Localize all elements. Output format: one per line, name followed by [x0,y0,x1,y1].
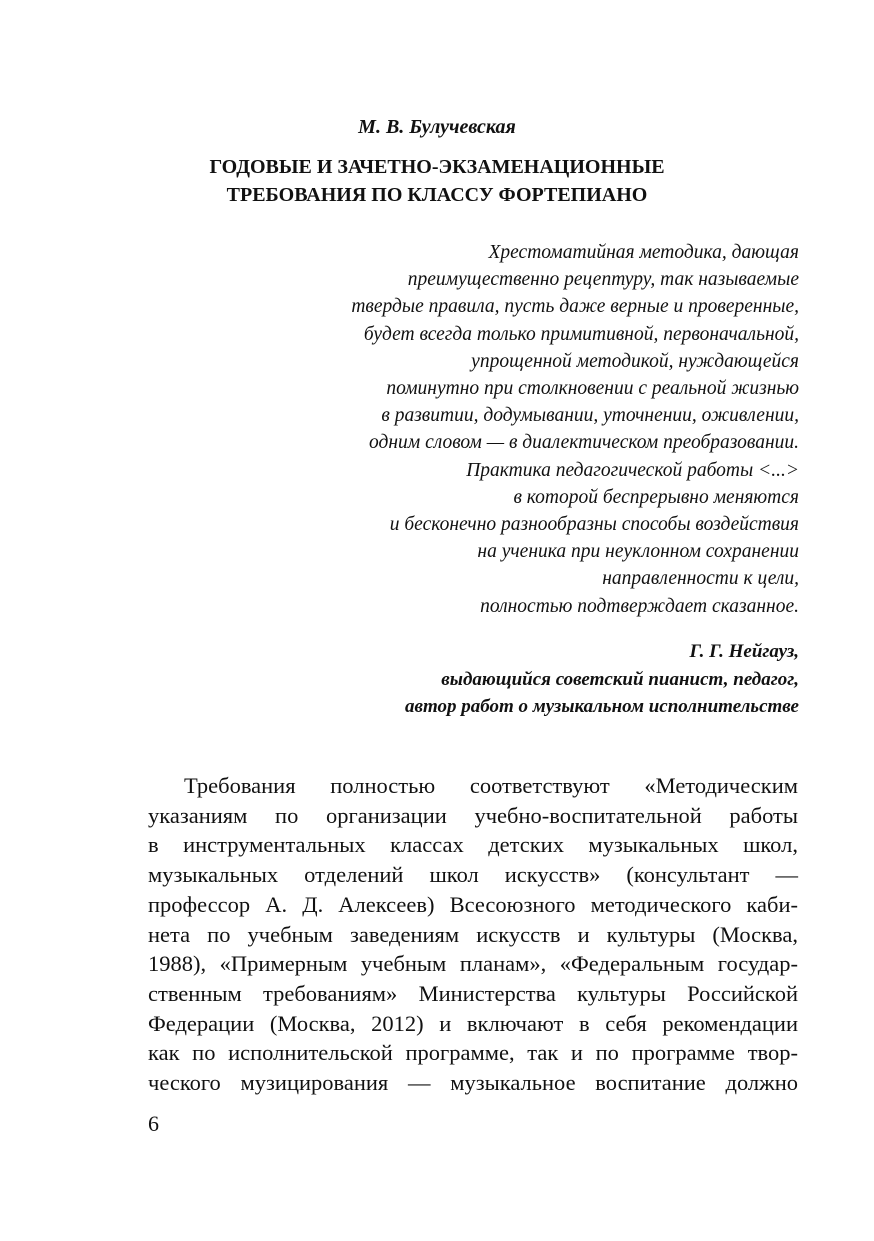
epigraph-line: направленности к цели, [602,568,799,590]
epigraph-attribution [179,638,799,721]
attribution-description: выдающийся советский пианист, педагог, [441,668,799,690]
attribution-author: Г. Г. Нейгауз, [689,641,799,662]
paragraph-line: указаниям по организации учебно-воспитательной работы [148,802,798,828]
epigraph-line: Хрестоматийная методика, дающая [488,242,799,263]
epigraph-line: и бесконечно разнообразны способы воздействия [389,514,799,536]
epigraph-line: упрощенной методикой, нуждающейся [471,350,799,372]
author-name: М. В. Булучевская [358,116,516,138]
epigraph-line: преимущественно рецептуру, так называемые [407,269,799,291]
body-paragraph [148,771,798,1098]
paragraph-line: профессор А. Д. Алексеев) Всесоюзного методического каби- [148,891,798,917]
paragraph-line: в инструментальных классах детских музыкальных школ, [148,832,798,858]
epigraph-line: в развитии, додумывании, уточнении, оживлении, [381,405,799,427]
epigraph [179,239,799,620]
attribution-description: автор работ о музыкальном исполнительстве [404,696,799,717]
epigraph-line: в которой беспрерывно меняются [513,486,799,508]
paragraph-line: нета по учебным заведениям искусств и культуры (Москва, [148,921,798,947]
epigraph-line: твердые правила, пусть даже верные и проверенные, [351,296,799,318]
epigraph-line: Практика педагогической работы <...> [466,459,799,481]
chapter-title [0,153,874,209]
chapter-title-line: ТРЕБОВАНИЯ ПО КЛАССУ ФОРТЕПИАНО [226,184,648,206]
paragraph-line: как по исполнительской программе, так и по программе твор- [148,1040,798,1066]
epigraph-line: полностью подтверждает сказанное. [480,595,799,617]
page-number: 6 [148,1111,159,1136]
epigraph-line: на ученика при неуклонном сохранении [477,541,799,563]
paragraph-line: Федерации (Москва, 2012) и включают в себя рекомендации [148,1010,798,1036]
paragraph-line: ственным требованиям» Министерства культуры Российской [148,980,798,1006]
paragraph-line: Требования полностью соответствуют «Методическим [184,773,798,798]
paragraph-line: музыкальных отделений школ искусств» (консультант — [148,862,798,888]
epigraph-line: будет всегда только примитивной, первоначальной, [363,323,799,345]
paragraph-line: 1988), «Примерным учебным планам», «Федеральным государ- [148,951,798,977]
paragraph-line: ческого музицирования — музыкальное воспитание должно [148,1070,798,1096]
chapter-title-line: ГОДОВЫЕ И ЗАЧЕТНО-ЭКЗАМЕНАЦИОННЫЕ [209,156,665,178]
epigraph-line: одним словом — в диалектическом преобразовании. [368,432,799,454]
epigraph-line: поминутно при столкновении с реальной жизнью [386,378,799,400]
